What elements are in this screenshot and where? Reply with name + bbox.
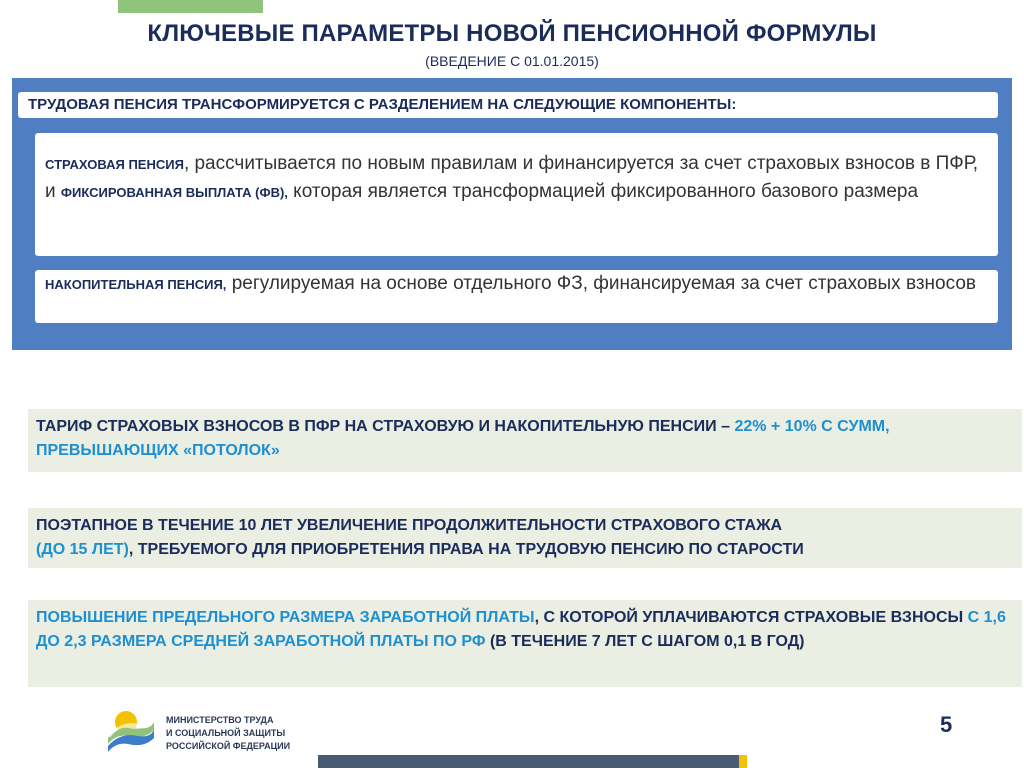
funded-pension-card (35, 270, 998, 323)
funded-pension-term: НАКОПИТЕЛЬНАЯ ПЕНСИЯ, (45, 277, 227, 292)
ministry-name (166, 714, 290, 753)
fixed-payment-text: которая является трансформацией фиксированного базового размера (287, 181, 919, 202)
slide-title: КЛЮЧЕВЫЕ ПАРАМЕТРЫ НОВОЙ ПЕНСИОННОЙ ФОРМУЛЫ (147, 20, 877, 47)
bottom-bar (318, 755, 739, 768)
fixed-payment-term: ФИКСИРОВАННАЯ ВЫПЛАТА (ФВ), (60, 185, 288, 200)
tariff-highlight: 22% + 10% С СУММ, ПРЕВЫШАЮЩИХ «ПОТОЛОК» (36, 418, 890, 459)
ministry-name-line-3: РОССИЙСКОЙ ФЕДЕРАЦИИ (166, 741, 291, 751)
insurance-pension-term: СТРАХОВАЯ ПЕНСИЯ (45, 157, 184, 172)
salary-note (28, 600, 1022, 687)
ministry-name-line-2: И СОЦИАЛЬНОЙ ЗАЩИТЫ (166, 728, 286, 738)
bottom-accent (739, 755, 747, 768)
insurance-pension-card (35, 133, 998, 256)
ministry-name-line-1: МИНИСТЕРСТВО ТРУДА (166, 715, 274, 725)
slide-subtitle: (ВВЕДЕНИЕ С 01.01.2015) (425, 53, 599, 69)
ministry-logo (106, 708, 306, 760)
tariff-note (28, 409, 1022, 472)
salary-text-1: , С КОТОРОЙ УПЛАЧИВАЮТСЯ СТРАХОВЫЕ ВЗНОСЫ (534, 609, 968, 626)
ministry-emblem-icon (106, 708, 156, 752)
panel-header: ТРУДОВАЯ ПЕНСИЯ ТРАНСФОРМИРУЕТСЯ С РАЗДЕЛЕНИЕМ НА СЛЕДУЮЩИЕ КОМПОНЕНТЫ: (18, 92, 998, 118)
funded-pension-text: регулируемая на основе отдельного ФЗ, финансируемая за счет страховых взносов (226, 273, 976, 294)
experience-note (28, 508, 1022, 568)
experience-text-2: , ТРЕБУЕМОГО ДЛЯ ПРИОБРЕТЕНИЯ ПРАВА НА ТРУДОВУЮ ПЕНСИЮ ПО СТАРОСТИ (128, 541, 804, 558)
salary-highlight-2: С 1,6 ДО 2,3 РАЗМЕРА СРЕДНЕЙ ЗАРАБОТНОЙ ПЛАТЫ ПО РФ (36, 609, 1006, 650)
tariff-text: ТАРИФ СТРАХОВЫХ ВЗНОСОВ В ПФР НА СТРАХОВУЮ И НАКОПИТЕЛЬНУЮ ПЕНСИИ – (36, 418, 735, 435)
experience-text-1: ПОЭТАПНОЕ В ТЕЧЕНИЕ 10 ЛЕТ УВЕЛИЧЕНИЕ ПРОДОЛЖИТЕЛЬНОСТИ СТРАХОВОГО СТАЖА (36, 517, 783, 534)
page-number: 5 (940, 712, 953, 737)
top-accent-strip (118, 0, 263, 13)
salary-highlight-1: ПОВЫШЕНИЕ ПРЕДЕЛЬНОГО РАЗМЕРА ЗАРАБОТНОЙ ПЛАТЫ (36, 609, 535, 626)
experience-highlight: (ДО 15 ЛЕТ) (36, 541, 129, 558)
salary-text-2: (В ТЕЧЕНИЕ 7 ЛЕТ С ШАГОМ 0,1 В ГОД) (485, 633, 805, 650)
insurance-pension-text: , рассчитывается по новым правилам и финансируется за счет страховых взносов в ПФР, и (45, 153, 979, 202)
